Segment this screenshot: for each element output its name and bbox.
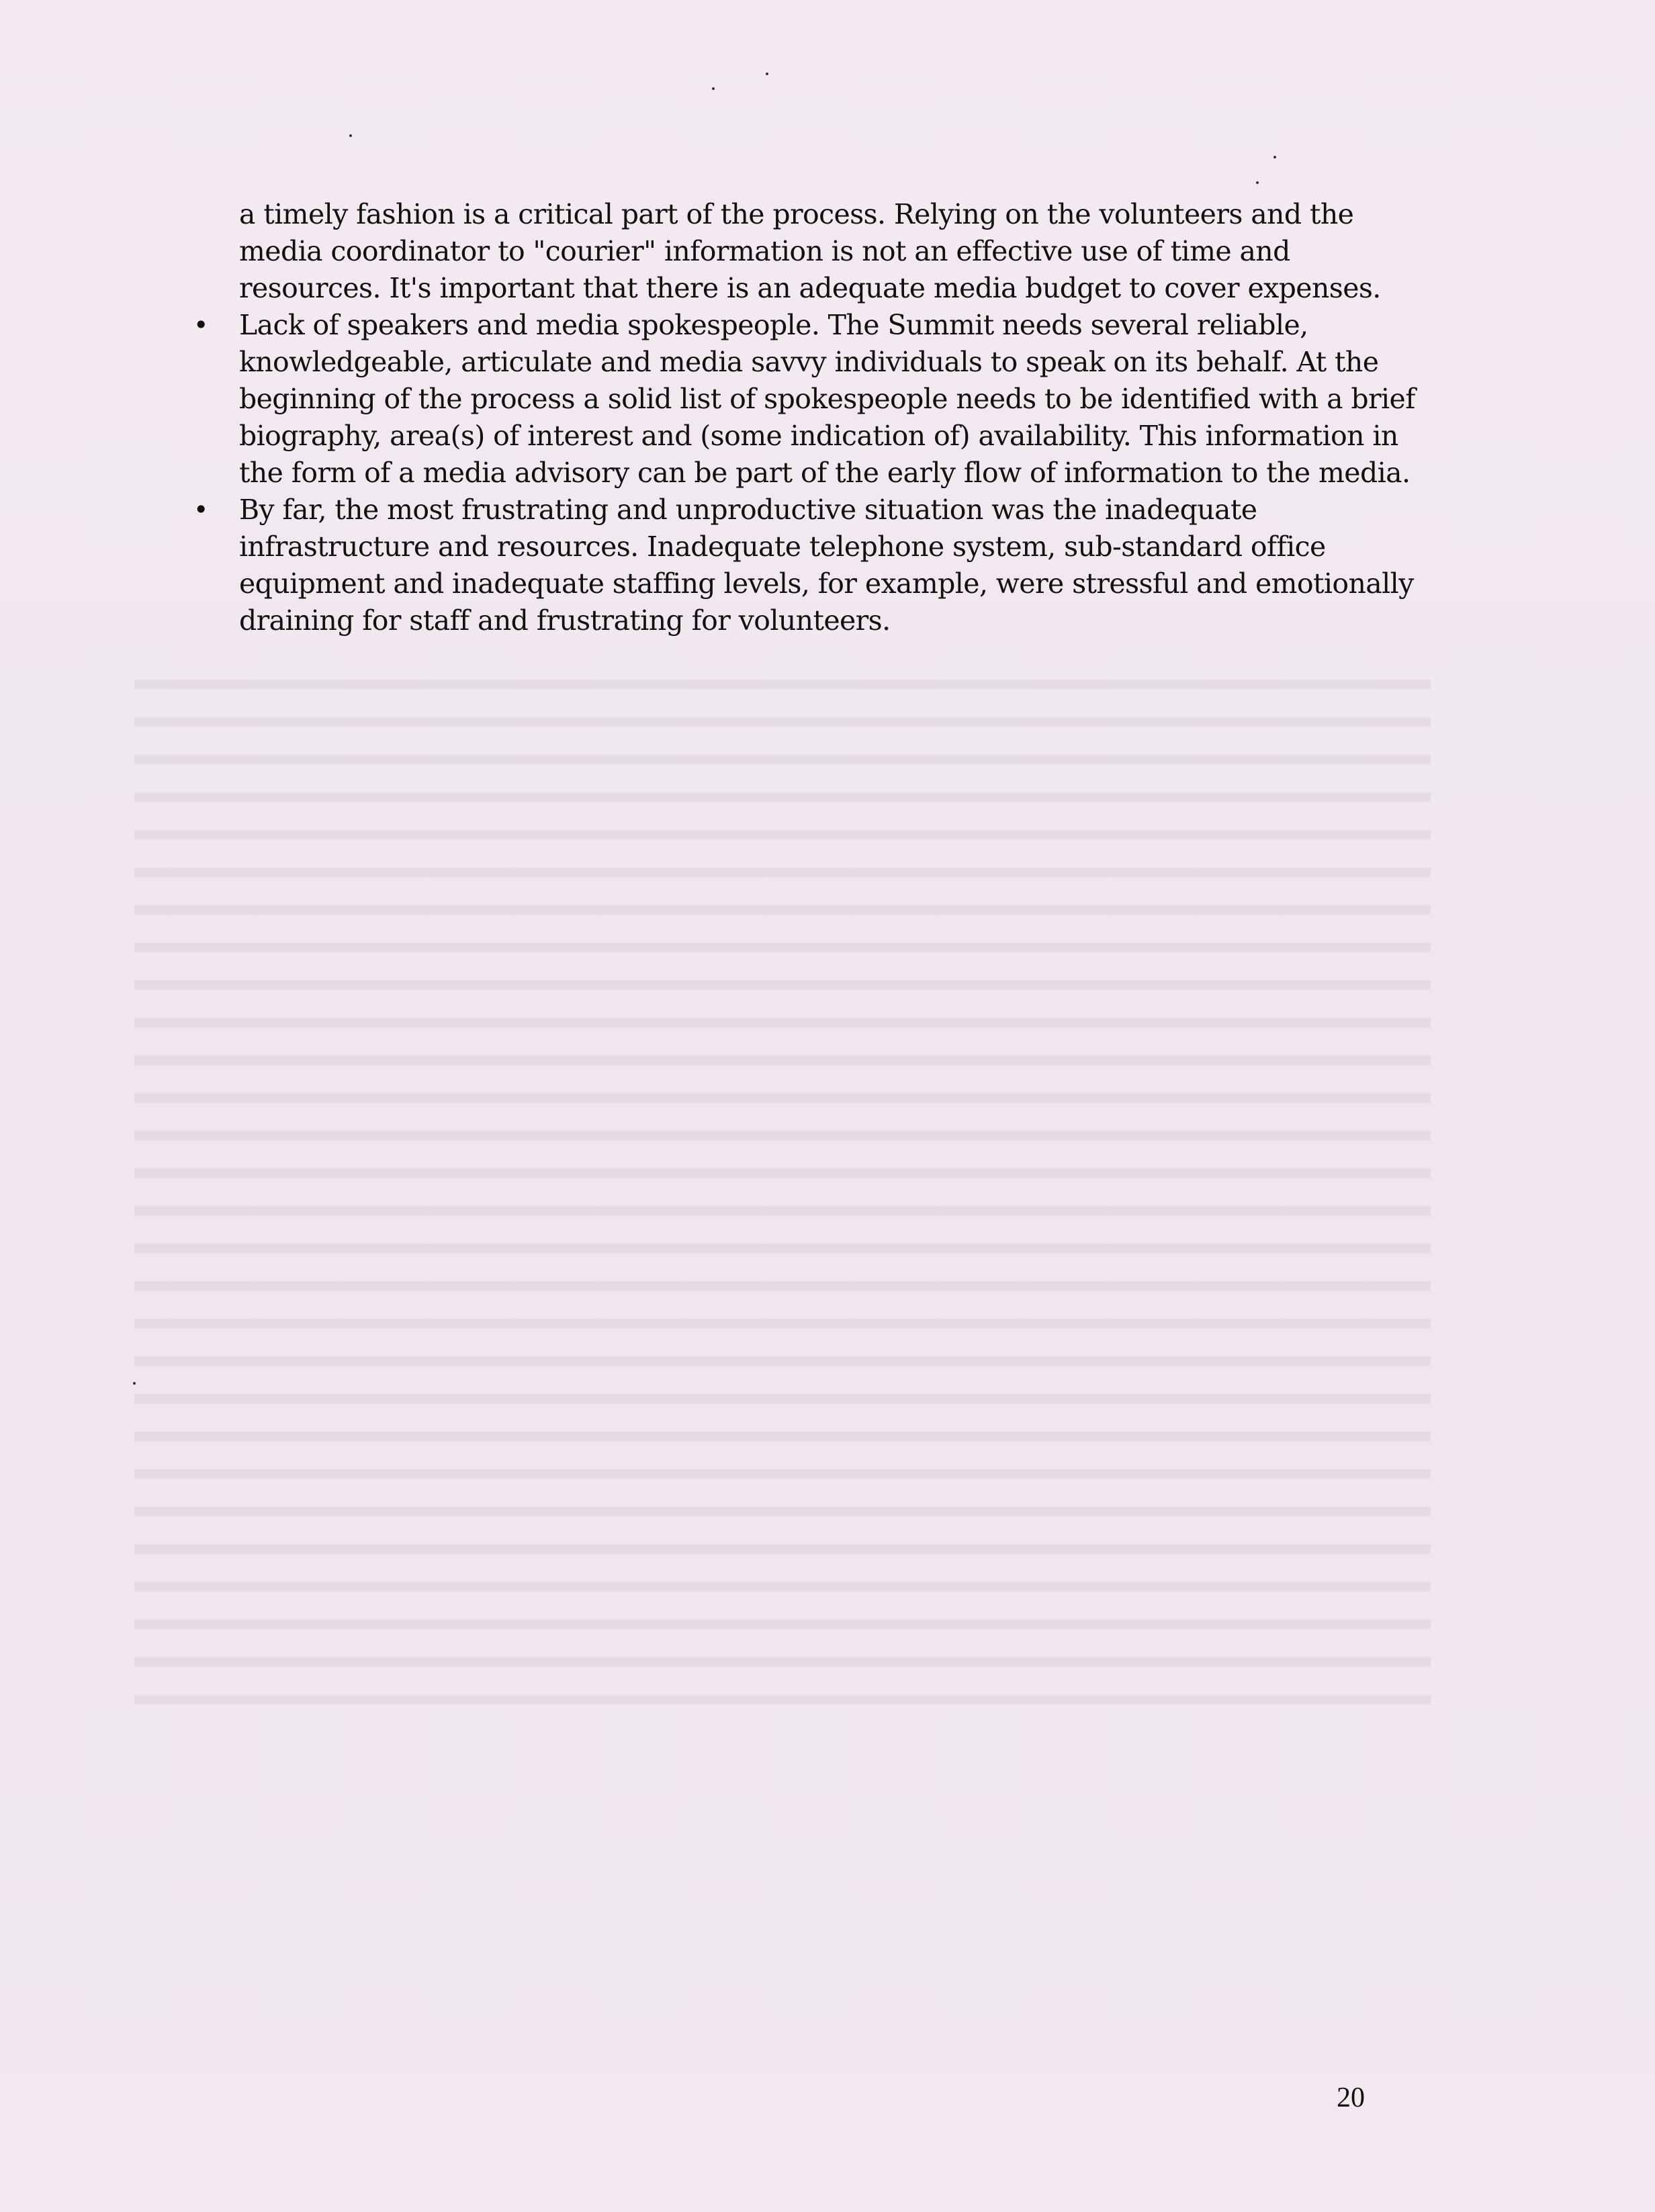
show-through-from-reverse-side bbox=[134, 658, 1431, 1733]
page-number: 20 bbox=[1337, 2082, 1365, 2113]
bullet-item-infrastructure bbox=[175, 492, 1424, 639]
bullet-item-speakers bbox=[175, 307, 1424, 492]
bullet-text: Lack of speakers and media spokespeople. The Summit needs several reliable, knowledgeable, articulate and media savvy individuals to speak on its behalf. At the beginning of the process a solid list of spokespeople needs to be identified with a brief biography, area(s) of interest and (some indication of) availability. This information in the form of a media advisory can be part of the early flow of information to the media. bbox=[239, 309, 1415, 489]
document-body bbox=[175, 196, 1424, 639]
continuation-paragraph: a timely fashion is a critical part of the process. Relying on the volunteers and the media coordinator to "courier" information is not an effective use of time and resources. It's important that there is an adequate media budget to cover expenses. bbox=[239, 198, 1381, 304]
bullet-text: By far, the most frustrating and unproductive situation was the inadequate infrastructure and resources. Inadequate telephone system, sub-standard office equipment and inadequate staffing levels, for example, were stressful and emotionally draining for staff and frustrating for volunteers. bbox=[239, 494, 1414, 637]
bullet-icon: • bbox=[193, 495, 208, 524]
bullet-icon: • bbox=[193, 310, 208, 340]
